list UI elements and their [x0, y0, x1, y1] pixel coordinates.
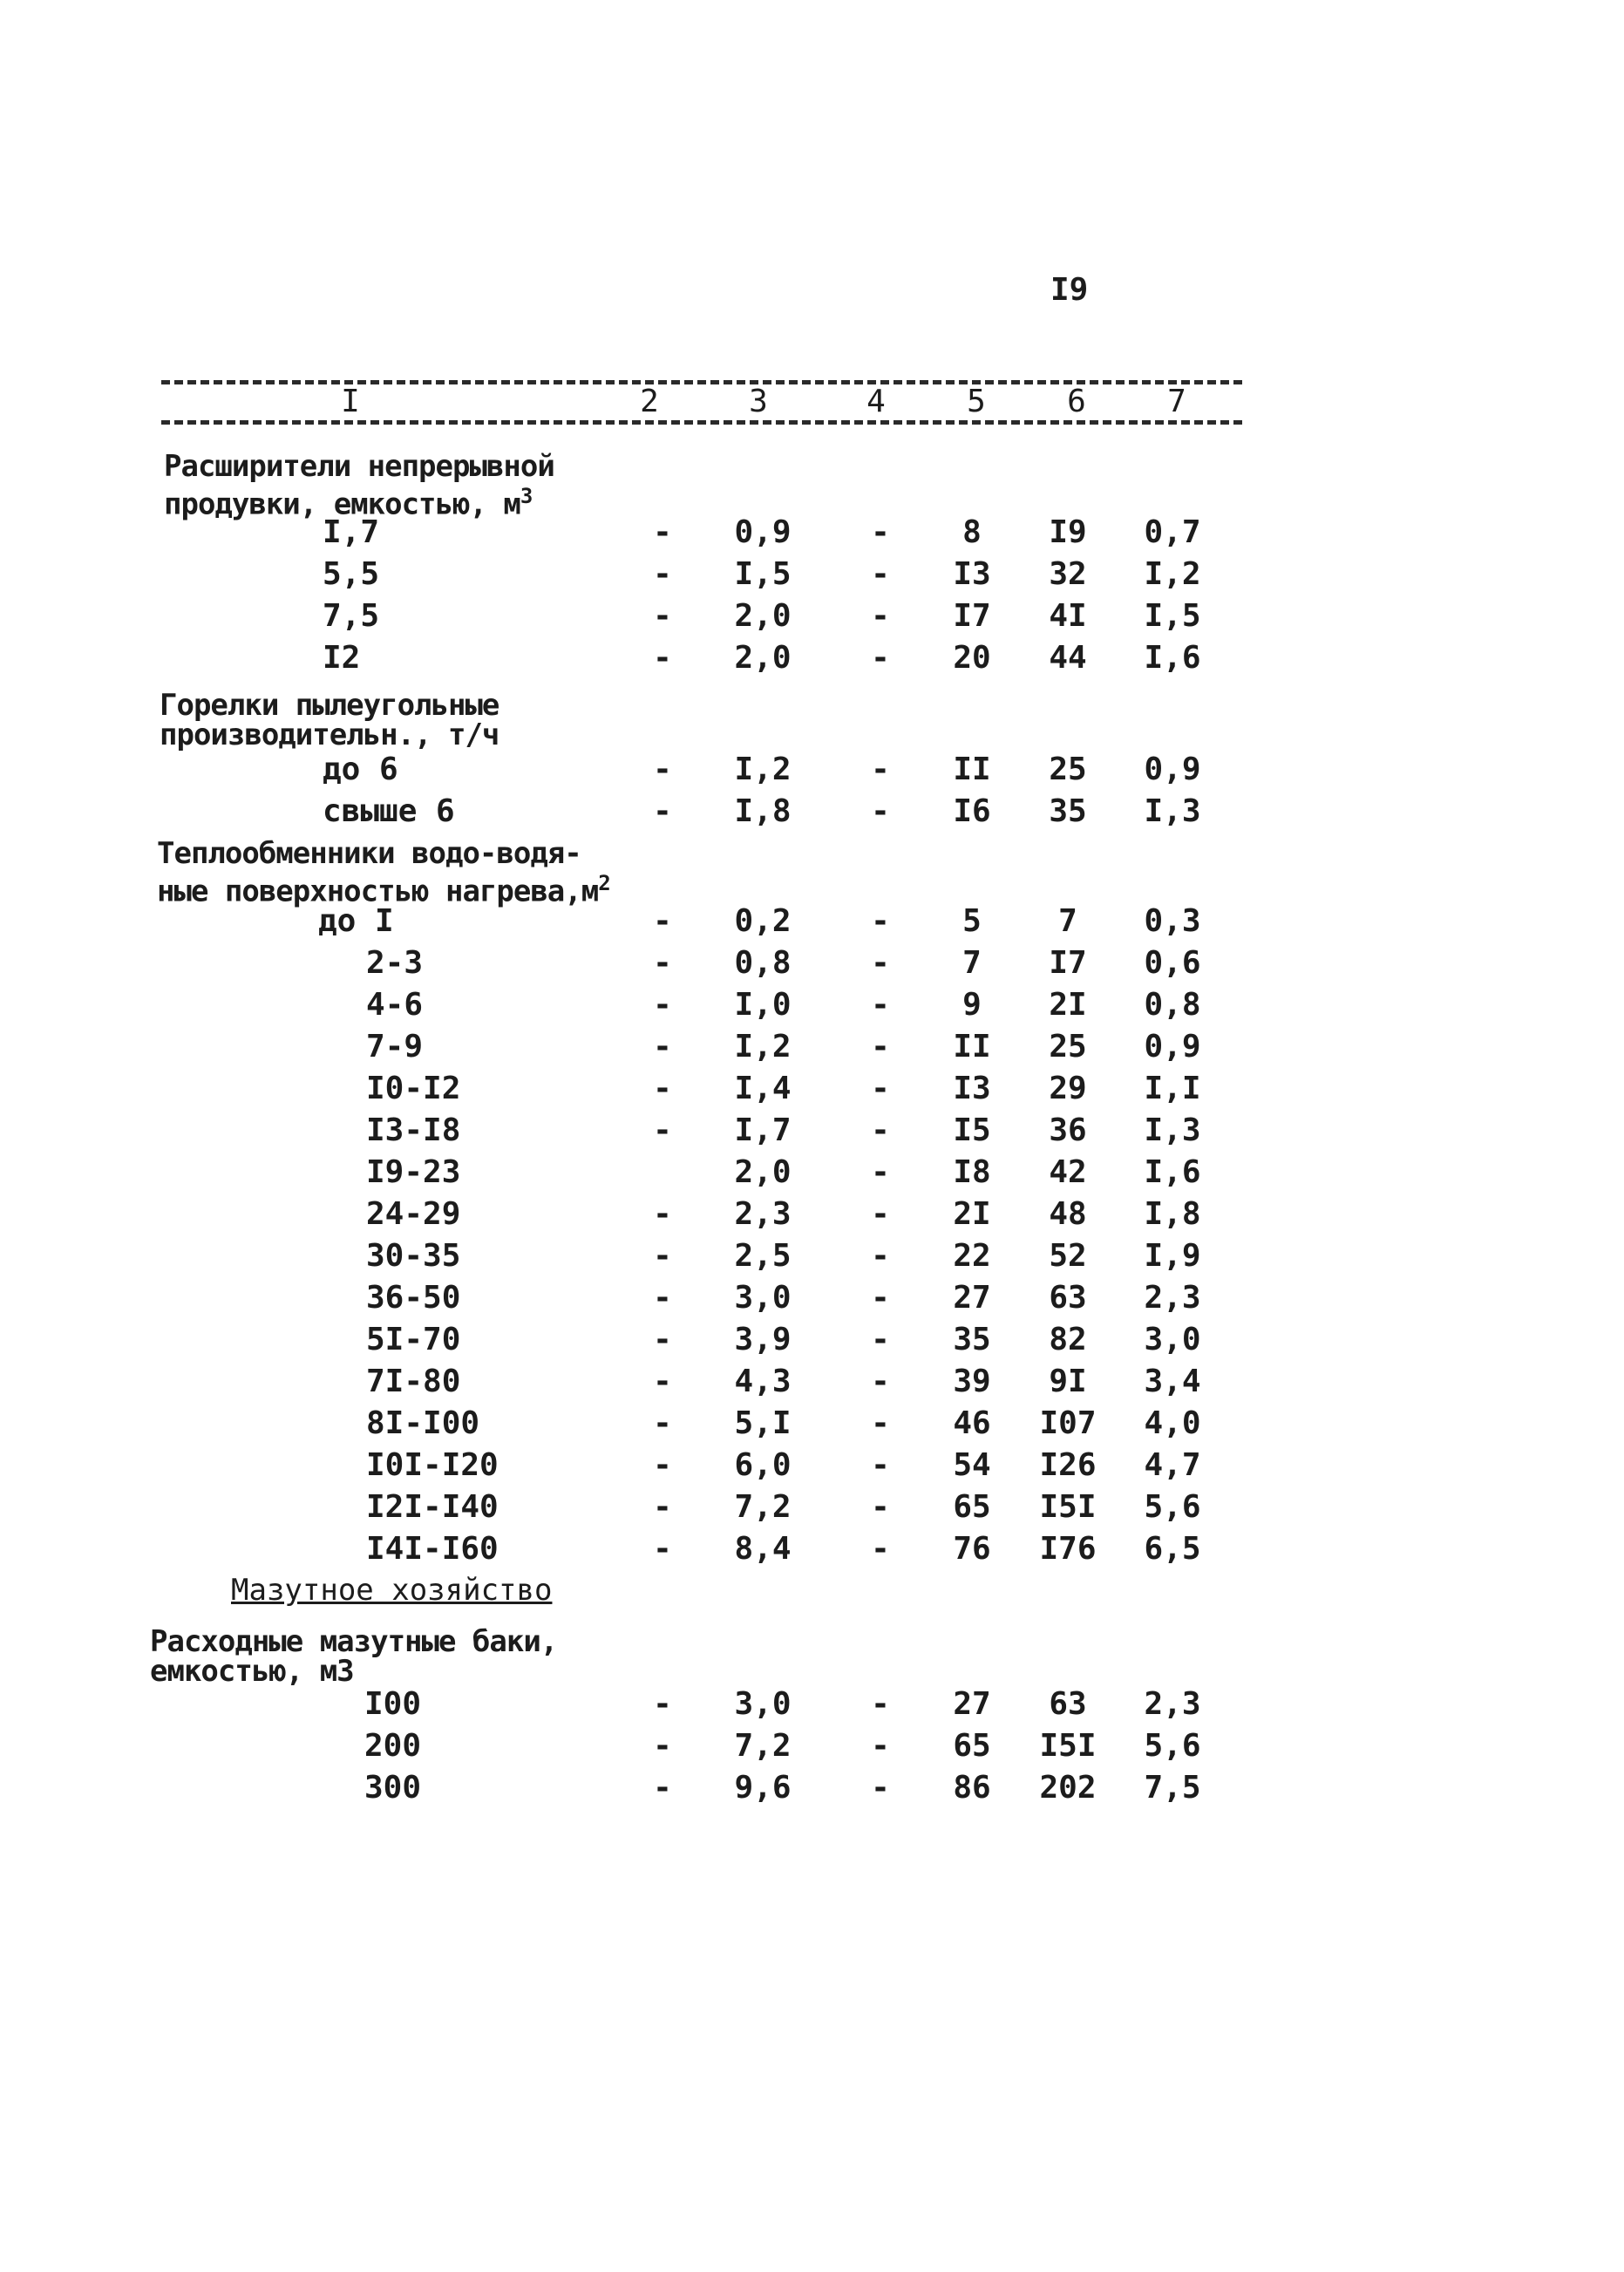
row-value-col-7: 2,3	[1144, 1686, 1201, 1722]
row-value-col-2: -	[653, 1196, 672, 1232]
row-value-col-6: I5I	[1039, 1489, 1097, 1525]
table-row	[0, 1364, 1624, 1405]
row-value-col-6: I07	[1039, 1405, 1097, 1441]
row-label: 7I-80	[366, 1364, 461, 1399]
row-value-col-4: -	[871, 1489, 890, 1525]
row-value-col-2: -	[653, 1322, 672, 1357]
row-label: 7,5	[323, 598, 380, 634]
row-value-col-7: I,3	[1144, 1112, 1201, 1148]
header-col-1: I	[341, 384, 360, 419]
row-value-col-3: 9,6	[734, 1770, 792, 1806]
table-row	[0, 640, 1624, 682]
row-value-col-2: -	[653, 793, 672, 829]
row-label: свыше 6	[323, 793, 455, 829]
row-value-col-7: 0,9	[1144, 752, 1201, 787]
table-row	[0, 1489, 1624, 1531]
row-value-col-3: I,5	[734, 556, 792, 592]
row-value-col-4: -	[871, 1364, 890, 1399]
row-value-col-2: -	[653, 1405, 672, 1441]
row-value-col-2: -	[653, 1531, 672, 1567]
row-value-col-2: -	[653, 556, 672, 592]
row-value-col-4: -	[871, 640, 890, 676]
row-value-col-7: I,8	[1144, 1196, 1201, 1232]
row-value-col-7: I,6	[1144, 1154, 1201, 1190]
group-title-burners: Горелки пылеугольные производительн., т/ч	[160, 688, 499, 752]
row-value-col-6: 48	[1049, 1196, 1087, 1232]
row-value-col-6: I5I	[1039, 1728, 1097, 1764]
header-col-3: 3	[749, 384, 768, 419]
group-title-expanders: Расширители непрерывной продувки, емкостью, $м^3$	[164, 449, 554, 522]
table-row	[0, 1071, 1624, 1112]
row-value-col-4: -	[871, 752, 890, 787]
table-row	[0, 987, 1624, 1029]
row-value-col-4: -	[871, 1154, 890, 1190]
row-value-col-5: 54	[953, 1447, 991, 1483]
row-value-col-6: 29	[1049, 1071, 1087, 1106]
row-value-col-3: I,4	[734, 1071, 792, 1106]
row-value-col-6: 52	[1049, 1238, 1087, 1274]
row-value-col-7: I,9	[1144, 1238, 1201, 1274]
row-value-col-6: I7	[1049, 945, 1087, 981]
row-value-col-5: 5	[962, 903, 982, 939]
row-label: 4-6	[366, 987, 424, 1023]
row-value-col-5: 76	[953, 1531, 991, 1567]
row-value-col-3: 7,2	[734, 1489, 792, 1525]
header-col-6: 6	[1067, 384, 1086, 419]
row-value-col-6: 25	[1049, 752, 1087, 787]
row-label: 2-3	[366, 945, 424, 981]
header-col-4: 4	[866, 384, 886, 419]
row-value-col-3: 2,5	[734, 1238, 792, 1274]
row-value-col-3: I,7	[734, 1112, 792, 1148]
row-value-col-3: 0,9	[734, 514, 792, 550]
row-value-col-7: 4,7	[1144, 1447, 1201, 1483]
row-value-col-4: -	[871, 1770, 890, 1806]
row-value-col-5: 27	[953, 1686, 991, 1722]
row-label: до I	[318, 903, 394, 939]
table-row	[0, 1112, 1624, 1154]
table-row	[0, 1770, 1624, 1812]
row-value-col-3: 3,0	[734, 1280, 792, 1316]
row-value-col-5: I5	[953, 1112, 991, 1148]
row-value-col-5: 65	[953, 1728, 991, 1764]
row-value-col-4: -	[871, 1196, 890, 1232]
row-label: 5,5	[323, 556, 380, 592]
row-value-col-2: -	[653, 1770, 672, 1806]
header-rule-bottom	[161, 420, 1242, 425]
row-value-col-3: 2,3	[734, 1196, 792, 1232]
row-label: I00	[364, 1686, 422, 1722]
row-label: I0-I2	[366, 1071, 461, 1106]
row-value-col-5: I6	[953, 793, 991, 829]
row-value-col-7: 2,3	[1144, 1280, 1201, 1316]
row-value-col-5: I8	[953, 1154, 991, 1190]
row-value-col-4: -	[871, 1447, 890, 1483]
group-title-fuel-tanks: Расходные мазутные баки, емкостью, м3	[150, 1624, 558, 1689]
row-value-col-3: 5,I	[734, 1405, 792, 1441]
row-value-col-5: 22	[953, 1238, 991, 1274]
row-value-col-6: 2I	[1049, 987, 1087, 1023]
row-value-col-3: I,2	[734, 752, 792, 787]
row-value-col-4: -	[871, 556, 890, 592]
row-value-col-3: 3,9	[734, 1322, 792, 1357]
row-value-col-2: -	[653, 1489, 672, 1525]
row-value-col-6: 9I	[1049, 1364, 1087, 1399]
row-value-col-4: -	[871, 514, 890, 550]
row-label: 200	[364, 1728, 422, 1764]
row-label: I9-23	[366, 1154, 461, 1190]
table-row	[0, 793, 1624, 835]
row-label: I2I-I40	[366, 1489, 499, 1525]
table-row	[0, 556, 1624, 598]
table-row	[0, 514, 1624, 556]
row-value-col-6: I9	[1049, 514, 1087, 550]
row-value-col-7: 5,6	[1144, 1489, 1201, 1525]
row-value-col-2: -	[653, 987, 672, 1023]
row-value-col-3: 7,2	[734, 1728, 792, 1764]
row-value-col-2: -	[653, 1071, 672, 1106]
row-value-col-6: 36	[1049, 1112, 1087, 1148]
page-number: I9	[1050, 272, 1089, 308]
row-value-col-5: II	[953, 1029, 991, 1065]
row-value-col-4: -	[871, 1531, 890, 1567]
row-value-col-5: 8	[962, 514, 982, 550]
table-row	[0, 1154, 1624, 1196]
row-value-col-5: 9	[962, 987, 982, 1023]
table-row	[0, 903, 1624, 945]
row-value-col-2: -	[653, 1686, 672, 1722]
row-value-col-5: 65	[953, 1489, 991, 1525]
row-value-col-7: 3,0	[1144, 1322, 1201, 1357]
row-label: 30-35	[366, 1238, 461, 1274]
row-value-col-5: 46	[953, 1405, 991, 1441]
row-value-col-6: 63	[1049, 1686, 1087, 1722]
section-title: Мазутное хозяйство	[231, 1573, 553, 1608]
row-value-col-7: 0,3	[1144, 903, 1201, 939]
row-value-col-5: I3	[953, 1071, 991, 1106]
row-value-col-2: -	[653, 1364, 672, 1399]
row-value-col-4: -	[871, 1071, 890, 1106]
row-value-col-7: 5,6	[1144, 1728, 1201, 1764]
row-value-col-2: -	[653, 1238, 672, 1274]
row-value-col-3: 4,3	[734, 1364, 792, 1399]
row-value-col-2: -	[653, 1728, 672, 1764]
row-value-col-3: 6,0	[734, 1447, 792, 1483]
row-value-col-4: -	[871, 1322, 890, 1357]
group-title-heat-exchangers: Теплообменники водо-водя- ные поверхностью $нагрева,м^2$	[157, 836, 610, 909]
row-value-col-5: 27	[953, 1280, 991, 1316]
row-value-col-5: 86	[953, 1770, 991, 1806]
row-value-col-6: 44	[1049, 640, 1087, 676]
row-label: I2	[323, 640, 361, 676]
row-value-col-7: 6,5	[1144, 1531, 1201, 1567]
row-value-col-4: -	[871, 1112, 890, 1148]
row-value-col-3: 2,0	[734, 1154, 792, 1190]
row-value-col-6: 42	[1049, 1154, 1087, 1190]
row-value-col-7: 0,7	[1144, 514, 1201, 550]
row-value-col-3: I,0	[734, 987, 792, 1023]
row-label: I0I-I20	[366, 1447, 499, 1483]
row-label: 8I-I00	[366, 1405, 480, 1441]
row-label: I3-I8	[366, 1112, 461, 1148]
row-label: 300	[364, 1770, 422, 1806]
row-value-col-5: II	[953, 752, 991, 787]
row-value-col-2: -	[653, 598, 672, 634]
row-value-col-5: I3	[953, 556, 991, 592]
row-value-col-2: -	[653, 1112, 672, 1148]
table-row	[0, 1531, 1624, 1573]
header-col-5: 5	[967, 384, 986, 419]
row-value-col-7: I,2	[1144, 556, 1201, 592]
row-value-col-4: -	[871, 1238, 890, 1274]
row-value-col-7: 0,6	[1144, 945, 1201, 981]
row-label: 24-29	[366, 1196, 461, 1232]
row-value-col-7: 4,0	[1144, 1405, 1201, 1441]
row-value-col-5: 20	[953, 640, 991, 676]
row-value-col-4: -	[871, 945, 890, 981]
row-value-col-7: 7,5	[1144, 1770, 1201, 1806]
row-value-col-2: -	[653, 640, 672, 676]
row-value-col-7: I,5	[1144, 598, 1201, 634]
row-value-col-4: -	[871, 1280, 890, 1316]
row-value-col-4: -	[871, 793, 890, 829]
row-value-col-4: -	[871, 1728, 890, 1764]
row-value-col-6: 35	[1049, 793, 1087, 829]
row-label: I4I-I60	[366, 1531, 499, 1567]
table-row	[0, 1238, 1624, 1280]
row-label: I,7	[323, 514, 380, 550]
row-label: до 6	[323, 752, 398, 787]
row-value-col-7: I,I	[1144, 1071, 1201, 1106]
row-value-col-3: 8,4	[734, 1531, 792, 1567]
table-row	[0, 1728, 1624, 1770]
row-value-col-5: 39	[953, 1364, 991, 1399]
header-col-7: 7	[1167, 384, 1186, 419]
row-value-col-6: 202	[1039, 1770, 1097, 1806]
table-header	[0, 384, 1624, 422]
row-label: 36-50	[366, 1280, 461, 1316]
row-value-col-3: 2,0	[734, 640, 792, 676]
row-value-col-2: -	[653, 945, 672, 981]
row-value-col-6: 82	[1049, 1322, 1087, 1357]
table-row	[0, 1322, 1624, 1364]
row-value-col-4: -	[871, 903, 890, 939]
row-value-col-5: 35	[953, 1322, 991, 1357]
table-row	[0, 1447, 1624, 1489]
row-value-col-6: I26	[1039, 1447, 1097, 1483]
row-value-col-2: -	[653, 1447, 672, 1483]
row-value-col-5: I7	[953, 598, 991, 634]
row-value-col-2: -	[653, 1029, 672, 1065]
row-value-col-3: 2,0	[734, 598, 792, 634]
row-value-col-2: -	[653, 1280, 672, 1316]
row-value-col-3: I,8	[734, 793, 792, 829]
table-row	[0, 752, 1624, 793]
row-value-col-3: I,2	[734, 1029, 792, 1065]
table-row	[0, 598, 1624, 640]
row-value-col-4: -	[871, 1686, 890, 1722]
row-value-col-6: I76	[1039, 1531, 1097, 1567]
row-value-col-4: -	[871, 1029, 890, 1065]
row-value-col-2: -	[653, 903, 672, 939]
row-value-col-7: 0,8	[1144, 987, 1201, 1023]
row-value-col-7: I,6	[1144, 640, 1201, 676]
row-value-col-5: 2I	[953, 1196, 991, 1232]
row-value-col-4: -	[871, 1405, 890, 1441]
row-value-col-2: -	[653, 514, 672, 550]
row-value-col-3: 3,0	[734, 1686, 792, 1722]
table-row	[0, 1405, 1624, 1447]
row-value-col-7: I,3	[1144, 793, 1201, 829]
row-value-col-4: -	[871, 598, 890, 634]
row-value-col-6: 32	[1049, 556, 1087, 592]
row-label: 7-9	[366, 1029, 424, 1065]
row-value-col-5: 7	[962, 945, 982, 981]
row-value-col-3: 0,2	[734, 903, 792, 939]
table-row	[0, 1280, 1624, 1322]
row-value-col-6: 4I	[1049, 598, 1087, 634]
row-value-col-7: 3,4	[1144, 1364, 1201, 1399]
row-value-col-2: -	[653, 752, 672, 787]
row-value-col-7: 0,9	[1144, 1029, 1201, 1065]
table-row	[0, 945, 1624, 987]
table-row	[0, 1196, 1624, 1238]
table-row	[0, 1686, 1624, 1728]
row-value-col-6: 7	[1058, 903, 1077, 939]
table-row	[0, 1029, 1624, 1071]
header-col-2: 2	[640, 384, 659, 419]
row-value-col-3: 0,8	[734, 945, 792, 981]
row-value-col-6: 63	[1049, 1280, 1087, 1316]
row-value-col-4: -	[871, 987, 890, 1023]
row-label: 5I-70	[366, 1322, 461, 1357]
row-value-col-6: 25	[1049, 1029, 1087, 1065]
